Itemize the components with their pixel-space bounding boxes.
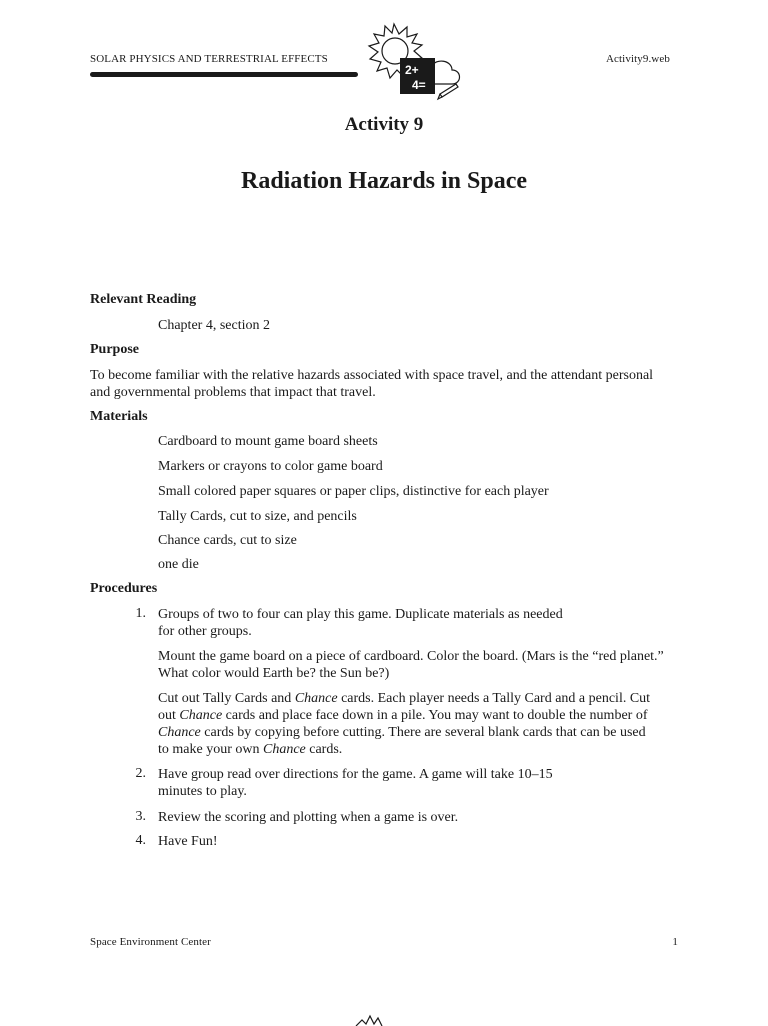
chance-emphasis: Chance (158, 725, 201, 740)
step-number: 2. (135, 766, 146, 781)
step-4-text: Have Fun! (158, 834, 218, 849)
materials-item: Chance cards, cut to size (158, 533, 297, 548)
materials-item: Small colored paper squares or paper clips, distinctive for each player (158, 484, 549, 499)
chalkboard-line1: 2+ (405, 63, 419, 77)
step-number: 3. (135, 809, 146, 824)
purpose-heading: Purpose (90, 342, 139, 357)
materials-item: Tally Cards, cut to size, and pencils (158, 509, 357, 524)
step-1-para-3-line-4: to make your own Chance cards. (158, 742, 343, 757)
chance-emphasis: Chance (262, 742, 306, 757)
chance-emphasis: Chance (179, 708, 223, 723)
header-file-label: Activity9.web (606, 53, 670, 65)
sun-chalkboard-logo-icon (356, 22, 466, 102)
pencil-icon (438, 84, 458, 99)
materials-heading: Materials (90, 409, 148, 424)
step-2-line-2: minutes to play. (158, 784, 247, 799)
relevant-reading-text: Chapter 4, section 2 (158, 318, 270, 333)
step-1-para-2-line-1: Mount the game board on a piece of cardboard. Color the board. (Mars is the “red planet.” (158, 649, 664, 664)
chalkboard-icon (400, 58, 435, 94)
materials-item: one die (158, 557, 199, 572)
procedures-heading: Procedures (90, 581, 158, 596)
step-2-line-1: Have group read over directions for the game. A game will take 10–15 (158, 767, 553, 782)
step-1-line-1: Groups of two to four can play this game. Duplicate materials as needed (158, 607, 563, 622)
header-series-title: SOLAR PHYSICS AND TERRESTRIAL EFFECTS (90, 53, 328, 65)
step-1-para-3-line-1: Cut out Tally Cards and Chance cards. Each player needs a Tally Card and a pencil. Cut (158, 691, 651, 706)
page-title: Radiation Hazards in Space (240, 168, 528, 194)
step-3-text: Review the scoring and plotting when a game is over. (158, 810, 459, 825)
page-number: 1 (672, 936, 678, 948)
purpose-line-2: and governmental problems that impact that travel. (90, 385, 376, 400)
chance-emphasis: Chance (294, 691, 338, 706)
purpose-line-1: To become familiar with the relative hazards associated with space travel, and the attendant personal (90, 368, 654, 383)
materials-item: Markers or crayons to color game board (158, 459, 383, 474)
step-1-para-3-line-3: Chance cards by copying before cutting. There are several blank cards that can be used (158, 725, 646, 740)
chalkboard-line2: 4= (412, 78, 426, 92)
step-1-para-2-line-2: What color would Earth be? the Sun be?) (158, 666, 390, 681)
materials-item: Cardboard to mount game board sheets (158, 434, 378, 449)
header-rule (90, 72, 358, 77)
step-1-line-2: for other groups. (158, 624, 252, 639)
step-number: 1. (135, 606, 146, 621)
relevant-reading-heading: Relevant Reading (90, 292, 197, 307)
step-1-para-3-line-2: out Chance cards and place face down in a pile. You may want to double the number of (158, 708, 648, 723)
footer-organization: Space Environment Center (90, 936, 211, 948)
activity-label: Activity 9 (344, 114, 424, 135)
step-number: 4. (135, 833, 146, 848)
